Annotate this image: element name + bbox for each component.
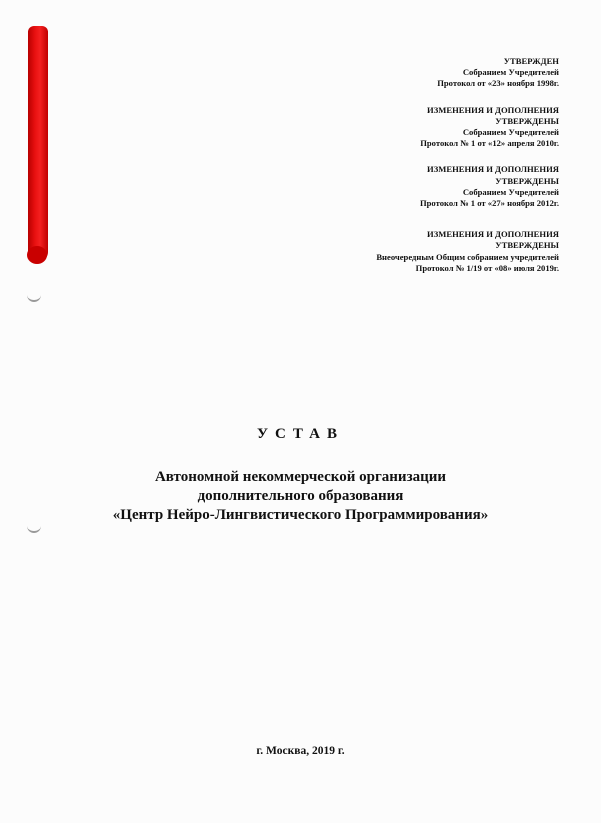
approval-protocol: Протокол № 1 от «27» ноября 2012г. [419, 198, 559, 209]
approval-body: Внеочередным Общим собранием учредителей [376, 251, 559, 262]
binding-ribbon-tip [27, 246, 47, 264]
organization-line-3: «Центр Нейро-Лингвистического Программирования» [112, 507, 489, 523]
approval-body: Собранием Учредителей [462, 67, 559, 78]
organization-name [0, 468, 601, 525]
approval-heading: ИЗМЕНЕНИЯ И ДОПОЛНЕНИЯ [427, 229, 559, 240]
approval-heading-2: УТВЕРЖДЕНЫ [495, 240, 559, 251]
place-and-date: г. Москва, 2019 г. [256, 745, 345, 757]
approval-body: Собранием Учредителей [462, 127, 559, 138]
document-title: УСТАВ [257, 426, 344, 442]
approval-heading-2: УТВЕРЖДЕНЫ [495, 175, 559, 186]
approval-heading-2: УТВЕРЖДЕНЫ [495, 115, 559, 126]
organization-line-1: Автономной некоммерческой организации [154, 469, 447, 485]
approval-block-1998 [299, 56, 559, 90]
approval-protocol: Протокол № 1/19 от «08» июля 2019г. [415, 262, 559, 273]
punch-hole-bottom [27, 525, 41, 533]
approval-stamps [299, 56, 559, 289]
binding-ribbon [28, 26, 48, 262]
approval-protocol: Протокол от «23» ноября 1998г. [437, 78, 559, 89]
approval-heading: УТВЕРЖДЕН [503, 56, 559, 66]
approval-block-2019 [299, 229, 559, 274]
approval-heading: ИЗМЕНЕНИЯ И ДОПОЛНЕНИЯ [427, 164, 559, 175]
organization-line-2: дополнительного образования [197, 488, 404, 504]
approval-heading: ИЗМЕНЕНИЯ И ДОПОЛНЕНИЯ [427, 104, 559, 115]
approval-protocol: Протокол № 1 от «12» апреля 2010г. [420, 138, 559, 149]
approval-block-2012 [299, 164, 559, 209]
approval-block-2010 [299, 105, 559, 150]
punch-hole-top [27, 294, 41, 302]
approval-body: Собранием Учредителей [462, 186, 559, 197]
